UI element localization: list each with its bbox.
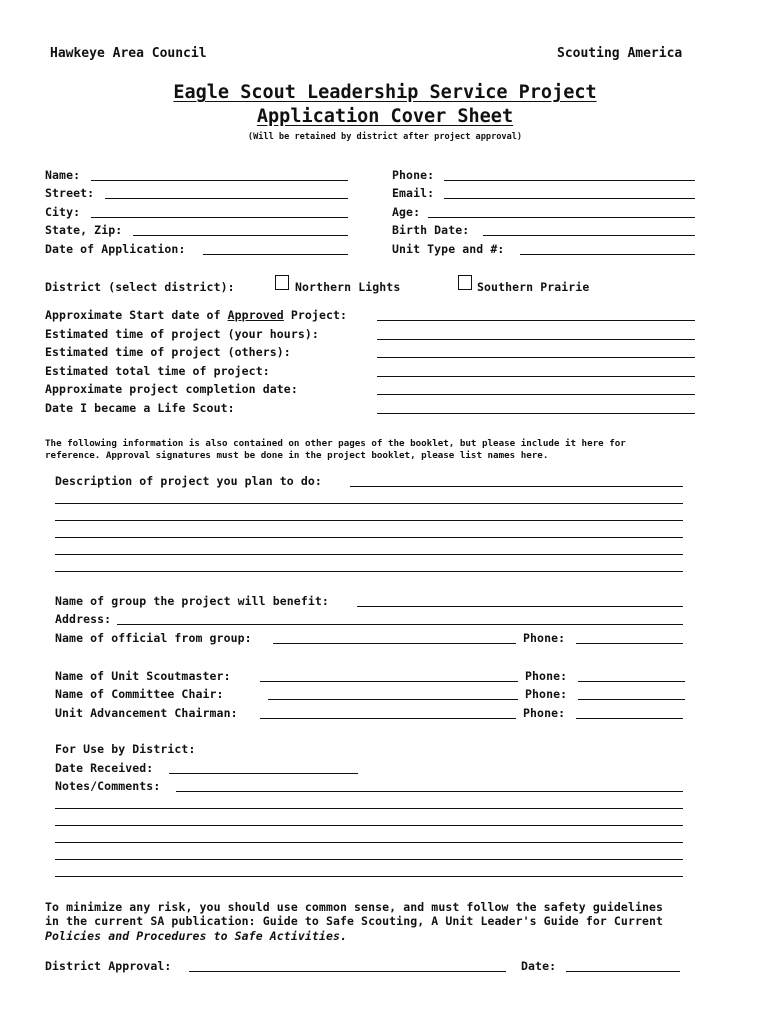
- email-label: Email:: [392, 186, 435, 200]
- description-line[interactable]: [55, 520, 683, 521]
- advancement-chairman-label: Unit Advancement Chairman:: [55, 706, 238, 720]
- phone-field[interactable]: [444, 180, 695, 181]
- total-time-field[interactable]: [377, 376, 695, 377]
- notes-line[interactable]: [55, 825, 683, 826]
- total-time-label: Estimated total time of project:: [45, 364, 270, 378]
- safety-line2: in the current SA publication: Guide to Safe Scouting, A Unit Leader's Guide for Current: [45, 914, 664, 928]
- notes-line[interactable]: [55, 808, 683, 809]
- notes-line[interactable]: [55, 876, 683, 877]
- description-label: Description of project you plan to do:: [55, 474, 322, 488]
- organization-name: Scouting America: [557, 46, 683, 61]
- group-benefit-label: Name of group the project will benefit:: [55, 594, 329, 608]
- street-field[interactable]: [105, 198, 348, 199]
- time-others-field[interactable]: [377, 357, 695, 358]
- advancement-chairman-phone-label: Phone:: [523, 706, 566, 720]
- time-yours-field[interactable]: [377, 339, 695, 340]
- district-approval-label: District Approval:: [45, 959, 172, 973]
- form-subtitle: (Will be retained by district after project approval): [247, 132, 523, 142]
- birth-date-label: Birth Date:: [392, 223, 470, 237]
- description-line[interactable]: [55, 554, 683, 555]
- description-line[interactable]: [350, 486, 683, 487]
- group-address-label: Address:: [55, 612, 112, 626]
- date-of-application-field[interactable]: [203, 254, 348, 255]
- completion-date-label: Approximate project completion date:: [45, 382, 298, 396]
- city-field[interactable]: [91, 217, 348, 218]
- info-note-line2: reference. Approval signatures must be done in the project booklet, please list names here.: [45, 450, 549, 461]
- scoutmaster-phone-label: Phone:: [525, 669, 568, 683]
- time-others-label: Estimated time of project (others):: [45, 345, 291, 359]
- group-benefit-field[interactable]: [357, 606, 683, 607]
- info-note-line1: The following information is also contained on other pages of the booklet, but please include it here for: [45, 438, 626, 449]
- scoutmaster-label: Name of Unit Scoutmaster:: [55, 669, 231, 683]
- notes-line[interactable]: [55, 842, 683, 843]
- phone-label: Phone:: [392, 168, 435, 182]
- northern-lights-label: Northern Lights: [295, 280, 401, 294]
- email-field[interactable]: [444, 198, 695, 199]
- scoutmaster-phone-field[interactable]: [578, 681, 685, 682]
- approved-emphasis: Approved: [227, 308, 284, 322]
- description-line[interactable]: [55, 537, 683, 538]
- name-field[interactable]: [91, 180, 348, 181]
- age-label: Age:: [392, 205, 421, 219]
- northern-lights-checkbox[interactable]: [275, 275, 289, 290]
- scoutmaster-field[interactable]: [260, 681, 518, 682]
- committee-chair-phone-label: Phone:: [525, 687, 568, 701]
- life-scout-date-label: Date I became a Life Scout:: [45, 401, 235, 415]
- group-official-phone-field[interactable]: [576, 643, 683, 644]
- southern-prairie-checkbox[interactable]: [458, 275, 472, 290]
- completion-date-field[interactable]: [377, 394, 695, 395]
- group-address-field[interactable]: [117, 624, 683, 625]
- southern-prairie-label: Southern Prairie: [477, 280, 590, 294]
- start-date-field[interactable]: [377, 320, 695, 321]
- approval-date-label: Date:: [521, 959, 557, 973]
- notes-line[interactable]: [176, 791, 683, 792]
- name-label: Name:: [45, 168, 81, 182]
- city-label: City:: [45, 205, 81, 219]
- safety-line1: To minimize any risk, you should use common sense, and must follow the safety guidelines: [45, 900, 664, 914]
- notes-label: Notes/Comments:: [55, 779, 161, 793]
- district-use-heading: For Use by District:: [55, 742, 196, 756]
- group-official-field[interactable]: [273, 643, 516, 644]
- advancement-chairman-field[interactable]: [260, 718, 516, 719]
- date-of-application-label: Date of Application:: [45, 242, 186, 256]
- description-line[interactable]: [55, 571, 683, 572]
- life-scout-date-field[interactable]: [377, 413, 695, 414]
- committee-chair-phone-field[interactable]: [578, 699, 685, 700]
- form-title-line1: Eagle Scout Leadership Service Project: [173, 82, 597, 103]
- group-official-phone-label: Phone:: [523, 631, 566, 645]
- state-zip-label: State, Zip:: [45, 223, 123, 237]
- time-yours-label: Estimated time of project (your hours):: [45, 327, 319, 341]
- unit-type-label: Unit Type and #:: [392, 242, 505, 256]
- safety-line3: Policies and Procedures to Safe Activities.: [45, 929, 348, 943]
- date-received-field[interactable]: [169, 773, 358, 774]
- advancement-chairman-phone-field[interactable]: [576, 718, 683, 719]
- state-zip-field[interactable]: [133, 235, 348, 236]
- date-received-label: Date Received:: [55, 761, 154, 775]
- committee-chair-field[interactable]: [268, 699, 518, 700]
- approval-date-field[interactable]: [566, 971, 680, 972]
- form-title-line2: Application Cover Sheet: [256, 106, 514, 127]
- group-official-label: Name of official from group:: [55, 631, 252, 645]
- district-approval-field[interactable]: [189, 971, 506, 972]
- street-label: Street:: [45, 186, 95, 200]
- notes-line[interactable]: [55, 859, 683, 860]
- committee-chair-label: Name of Committee Chair:: [55, 687, 224, 701]
- age-field[interactable]: [428, 217, 695, 218]
- start-date-label: Approximate Start date of Approved Project:: [45, 308, 348, 322]
- district-label: District (select district):: [45, 280, 235, 294]
- council-name: Hawkeye Area Council: [50, 46, 207, 61]
- description-line[interactable]: [55, 503, 683, 504]
- unit-type-field[interactable]: [520, 254, 695, 255]
- birth-date-field[interactable]: [483, 235, 695, 236]
